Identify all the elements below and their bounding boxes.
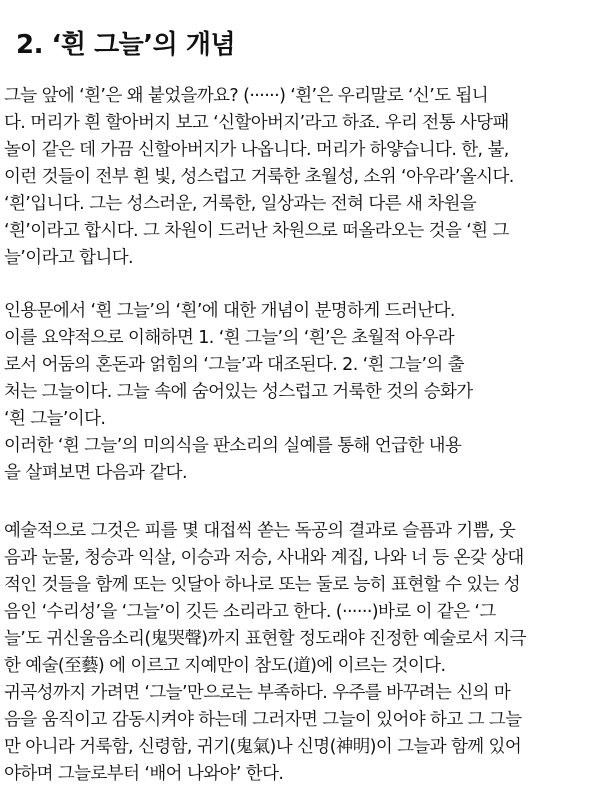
text-line: ‘흰 그늘’이다.	[4, 409, 106, 429]
text-line: ‘흰’이라고 합시다. 그 차원이 드러난 차원으로 떠올라오는 것을 ‘흰 그	[4, 221, 509, 241]
text-line: 음을 움직이고 감동시켜야 하는데 그러자면 그늘이 있어야 하고 그 그늘	[4, 710, 522, 730]
paragraph-analysis	[4, 298, 598, 487]
text-line: 늘’도 귀신울음소리(鬼哭聲)까지 표현할 정도래야 진정한 예술로서 지극	[4, 629, 526, 649]
text-line: 놀이 같은 데 가끔 신할아버지가 나옵니다. 머리가 하얗습니다. 한, 불,	[4, 140, 509, 160]
text-line: 예술적으로 그것은 피를 몇 대접씩 쏟는 독공의 결과로 슬픔과 기쁨, 웃	[4, 521, 516, 541]
text-line: 음인 ‘수리성’을 ‘그늘’이 깃든 소리라고 한다. (······)바로 이 같은 ‘그	[4, 602, 496, 622]
text-line: 인용문에서 ‘흰 그늘’의 ‘흰’에 대한 개념이 분명하게 드러난다.	[4, 301, 455, 321]
text-line: 음과 눈물, 청승과 익살, 이승과 저승, 사내와 계집, 나와 너 등 온갖 상대	[4, 548, 524, 568]
text-line: 야하며 그늘로부터 ‘배어 나와야’ 한다.	[4, 764, 284, 784]
text-line: 만 아니라 거룩함, 신령함, 귀기(鬼氣)나 신명(神明)이 그늘과 함께 있어	[4, 737, 522, 757]
text-line: 적인 것들을 함께 또는 잇달아 하나로 또는 둘로 능히 표현할 수 있는 성	[4, 575, 521, 595]
paragraph-quote-2	[4, 518, 598, 788]
text-line: ‘흰’입니다. 그는 성스러운, 거룩한, 일상과는 전혀 다른 새 차원을	[4, 194, 477, 214]
text-line: 을 살펴보면 다음과 같다.	[4, 463, 187, 483]
section-title: 2. ‘흰 그늘’의 개념	[16, 30, 236, 60]
paragraph-quote-1	[4, 83, 598, 272]
text-line: 이를 요약적으로 이해하면 1. ‘흰 그늘’의 ‘흰’은 초월적 아우라	[4, 328, 455, 348]
text-line: 한 예술(至藝) 에 이르고 지예만이 참도(道)에 이르는 것이다.	[4, 656, 446, 676]
text-line: 그늘 앞에 ‘흰’은 왜 붙었을까요? (······) ‘흰’은 우리말로 ‘신’도 됩니	[4, 86, 489, 106]
text-line: 귀곡성까지 가려면 ‘그늘’만으로는 부족하다. 우주를 바꾸려는 신의 마	[4, 683, 511, 703]
text-line: 다. 머리가 흰 할아버지 보고 ‘신할아버지’라고 하죠. 우리 전통 사당패	[4, 113, 509, 133]
text-line: 이러한 ‘흰 그늘’의 미의식을 판소리의 실예를 통해 언급한 내용	[4, 436, 462, 456]
text-line: 이런 것들이 전부 흰 빛, 성스럽고 거룩한 초월성, 소위 ‘아우라’올시다.	[4, 167, 514, 187]
text-line: 늘’이라고 합니다.	[4, 248, 134, 268]
text-line: 처는 그늘이다. 그늘 속에 숨어있는 성스럽고 거룩한 것의 승화가	[4, 382, 473, 402]
text-line: 로서 어둠의 혼돈과 얽힘의 ‘그늘’과 대조된다. 2. ‘흰 그늘’의 출	[4, 355, 464, 375]
